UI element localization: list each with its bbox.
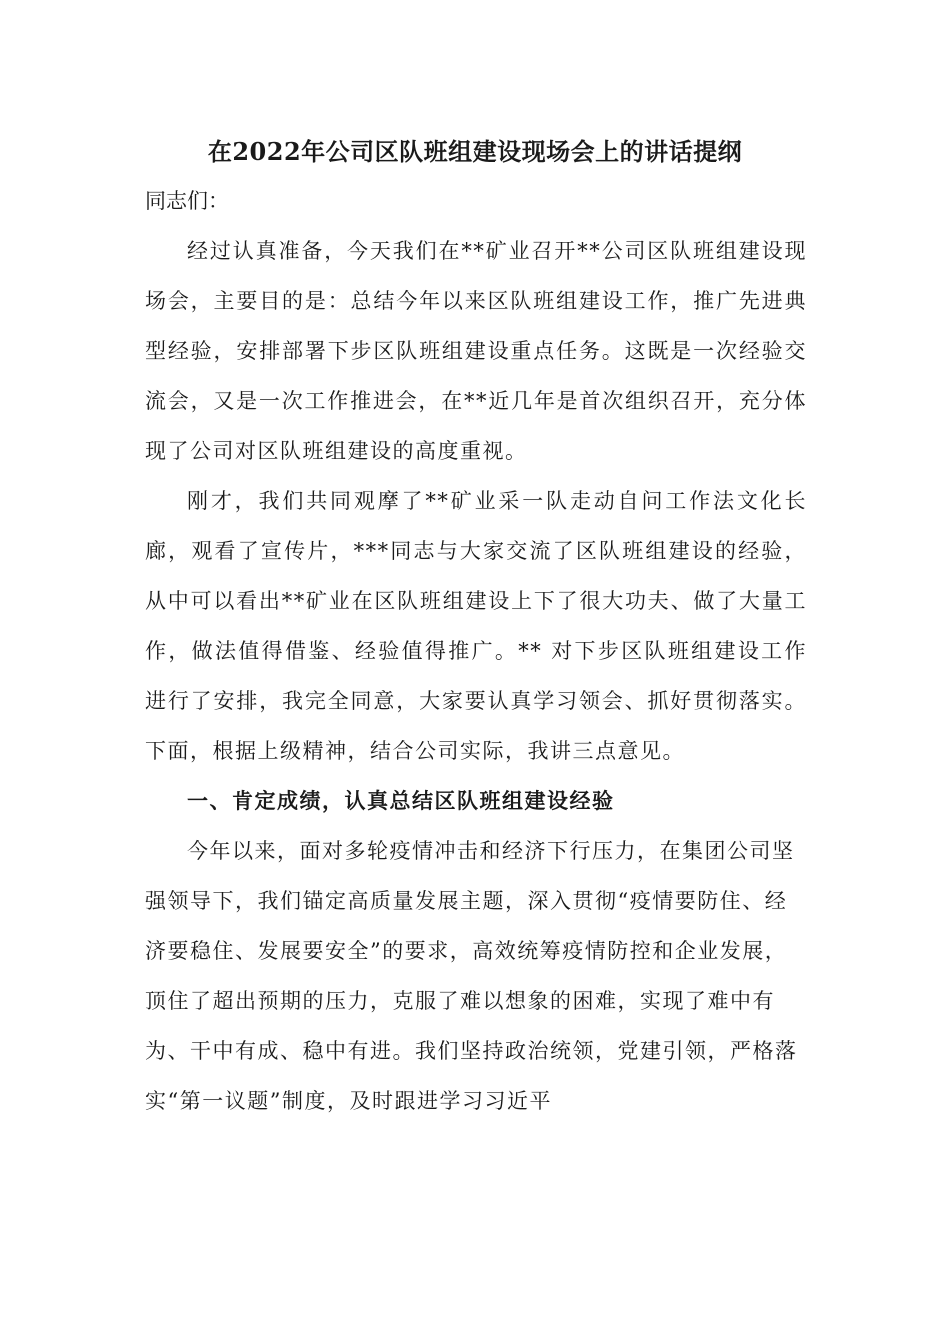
document-body — [145, 226, 807, 1126]
paragraph-intro: 经过认真准备，今天我们在**矿业召开**公司区队班组建设现场会，主要目的是：总结今年以来区队班组建设工作，推广先进典型经验，安排部署下步区队班组建设重点任务。这既是一次经验交流会，又是一次工作推进会，在**近几年是首次组织召开，充分体现了公司对区队班组建设的高度重视。 — [145, 239, 807, 463]
salutation: 同志们： — [145, 189, 229, 213]
document-title: 在2022年公司区队班组建设现场会上的讲话提纲 — [207, 137, 743, 166]
paragraph-observation: 刚才，我们共同观摩了**矿业采一队走动自问工作法文化长廊，观看了宣传片，***同志与大家交流了区队班组建设的经验，从中可以看出**矿业在区队班组建设上下了很大功夫、做了大量工作，做法值得借鉴、经验值得推广。** 对下步区队班组建设工作进行了安排，我完全同意，大家要认真学习领会、抓好贯彻落实。下面，根据上级精神，结合公司实际，我讲三点意见。 — [145, 489, 807, 763]
section-heading: 一、肯定成绩，认真总结区队班组建设经验 — [187, 788, 615, 813]
paragraph-section-one: 今年以来，面对多轮疫情冲击和经济下行压力，在集团公司坚强领导下，我们锚定高质量发展主题，深入贯彻“疫情要防住、经济要稳住、发展要安全”的要求，高效统筹疫情防控和企业发展，顶住了超出预期的压力，克服了难以想象的困难，实现了难中有为、干中有成、稳中有进。我们坚持政治统领，党建引领，严格落实“第一议题”制度，及时跟进学习习近平 — [145, 839, 798, 1113]
